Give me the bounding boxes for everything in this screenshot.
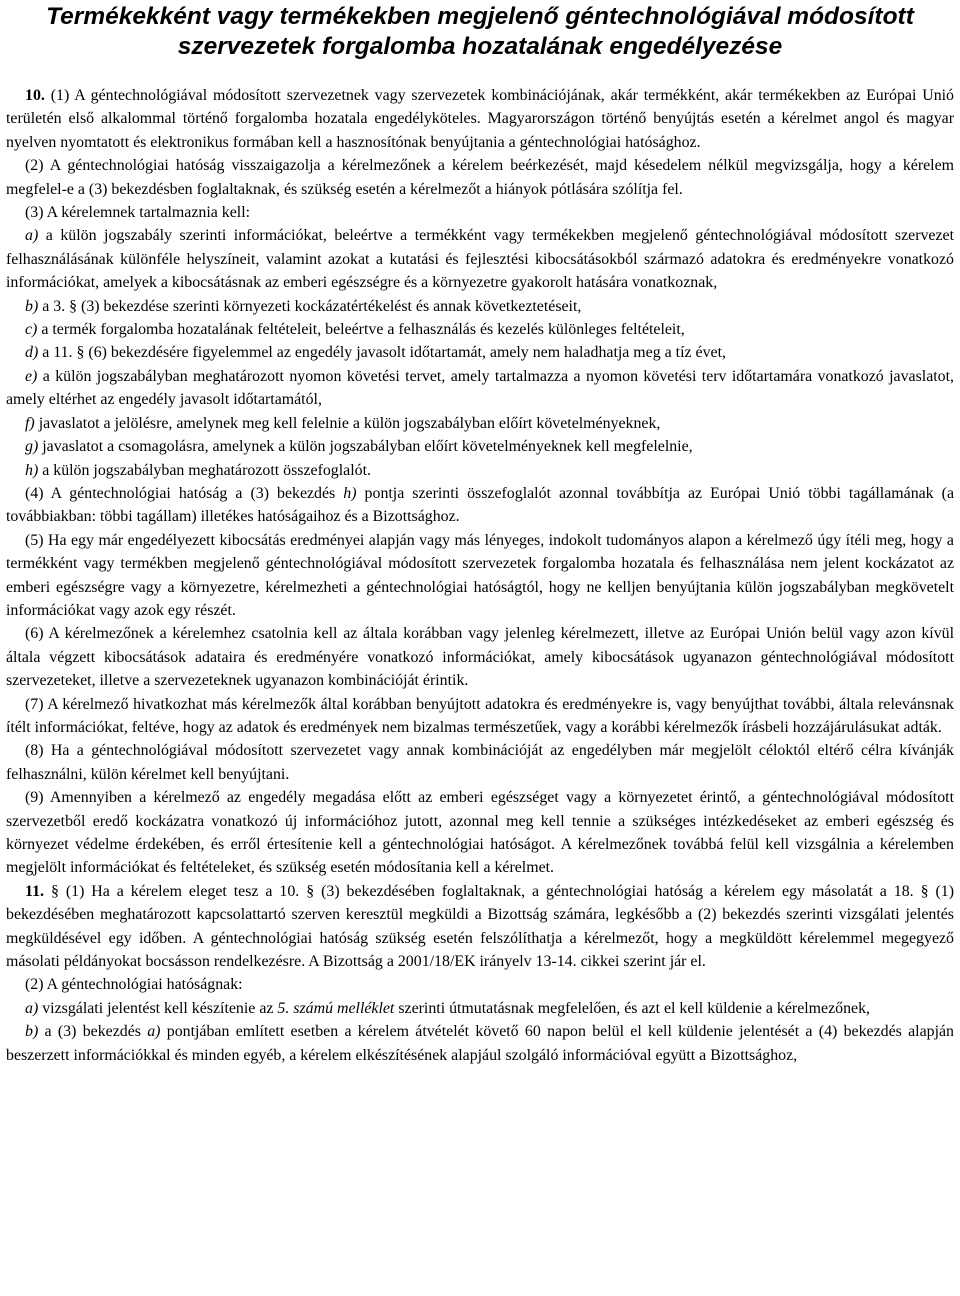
document-body <box>6 84 954 1067</box>
title-line-1: Termékekként vagy termékekben megjelenő géntechnológiával módosított <box>46 3 914 30</box>
list-item-h: h) a külön jogszabályban meghatározott összefoglalót. <box>25 461 371 479</box>
section-10-paragraph-7: (7) A kérelmező hivatkozhat más kérelmezők által korábban benyújtott adatokra és eredményekre is, vagy benyújthat további, általa relevánsnak ítélt információkat, feltéve, hogy az adatok és eredmények nem bizalmas természetűek, vagy a korábbi kérelmezők írásbeli hozzájárulásukat adták. <box>6 695 954 736</box>
section-number: 10. <box>25 87 45 104</box>
list-letter: a) <box>25 227 39 245</box>
list-letter: f) <box>25 414 35 432</box>
list-letter: a) <box>25 999 39 1017</box>
section-10-paragraph-4: (4) A géntechnológiai hatóság a (3) bekezdés h) pontja szerinti összefoglalót azonnal továbbítja az Európai Unió többi tagállamának (a továbbiakban: többi tagállam) illetékes hatóságaihoz és a Bizottsághoz. <box>6 484 955 526</box>
title-line-2: szervezetek forgalomba hozatalának engedélyezése <box>177 33 783 60</box>
list-letter: b) <box>25 1023 39 1041</box>
page-title <box>8 2 952 62</box>
section-10-paragraph-2: (2) A géntechnológiai hatóság visszaigazolja a kérelmezőnek a kérelem beérkezését, majd késedelem nélkül megvizsgálja, hogy a kérelem megfelel-e a (3) bekezdésben foglaltaknak, és szükség esetén a kérelmezőt a hiányok pótlására szólítja fel. <box>6 157 954 198</box>
list-letter: h) <box>25 461 39 479</box>
list-letter: b) <box>25 297 39 315</box>
section-10-paragraph-5: (5) Ha egy már engedélyezett kibocsátás eredményei alapján vagy más lényeges, indokolt tudományos alapon a kérelmező úgy ítéli meg, hogy a termékként vagy termékben megjelenő géntechnológiával módosított szervezetek forgalomba hozatala és felhasználása nem jelent kockázatot az emberi egészségre vagy a környezetre, kérelmezheti a géntechnológiai hatóságtól, hogy ne kelljen benyújtania külön jogszabályban megkövetelt információkat vagy azok egy részét. <box>6 531 954 619</box>
section-10-paragraph-3: (3) A kérelemnek tartalmaznia kell: <box>25 204 251 222</box>
list-item-e: e) a külön jogszabályban meghatározott nyomon követési tervet, amely tartalmazza a nyomon követési terv időtartamára vonatkozó javaslatot, amely eltérhet az engedély javasolt időtartamától, <box>6 367 954 409</box>
section-10-paragraph-8: (8) Ha a géntechnológiával módosított szervezetet vagy annak kombinációját az engedélyben már megjelölt céloktól eltérő célra kívánják felhasználni, külön kérelmet kell benyújtani. <box>6 742 954 783</box>
section-10-paragraph-1: 10. (1) A géntechnológiával módosított szervezetnek vagy szervezetek kombinációjának, akár termékként, akár termékekben az Európai Unió területén első alkalommal történő forgalomba hozatala engedélyköteles. Magyarországon történő benyújtás esetén a kérelmet angol és magyar nyelven nyomtatott és elektronikus formában kell a hasznosítónak benyújtania a géntechnológiai hatósághoz. <box>6 87 954 151</box>
section-11-item-a: a) vizsgálati jelentést kell készítenie az 5. számú melléklet szerinti útmutatásnak megfelelően, és azt el kell küldenie a kérelmezőnek, <box>25 999 870 1017</box>
section-10-paragraph-9: (9) Amennyiben a kérelmező az engedély megadása előtt az emberi egészséget vagy a környezetet érintő, a géntechnológiával módosított szervezetből eredő kockázatra vonatkozó új információhoz jutott, azonnal meg kell tennie a szükséges intézkedéseket az emberi egészség és környezet védelme érdekében, és erről értesítenie kell a géntechnológiai hatóságot. A kérelmezőnek továbbá felül kell vizsgálnia a kérelemben megjelölt információkat és feltételeket, és szükség esetén módosítania kell a kérelmet. <box>6 789 954 877</box>
list-item-b: b) a 3. § (3) bekezdése szerinti környezeti kockázatértékelést és annak következtetéseit, <box>25 297 582 315</box>
list-item-a: a) a külön jogszabály szerinti információkat, beleértve a termékként vagy termékekben megjelenő géntechnológiával módosított szervezet felhasználásának különféle helyszíneit, valamint azokat a kutatási és fejlesztési kibocsátásokból származó adatokra és eredményekre vonatkozó információkat, amelyek a kibocsátásnak az emberi egészségre és a környezetre gyakorolt hatására vonatkoznak, <box>6 227 954 292</box>
list-letter: c) <box>25 321 38 339</box>
list-letter: g) <box>25 438 39 456</box>
list-item-c: c) a termék forgalomba hozatalának feltételeit, beleértve a felhasználás és kezelés különleges feltételeit, <box>25 321 685 339</box>
list-letter: d) <box>25 344 39 362</box>
section-number: 11. <box>25 882 44 900</box>
list-letter: e) <box>25 367 38 385</box>
list-item-d: d) a 11. § (6) bekezdésére figyelemmel az engedély javasolt időtartamát, amely nem haladhatja meg a tíz évet, <box>25 344 726 362</box>
list-item-f: f) javaslatot a jelölésre, amelynek meg kell felelnie a külön jogszabályban előírt követelményeknek, <box>25 414 661 432</box>
section-11-paragraph-1: 11. § (1) Ha a kérelem eleget tesz a 10. § (3) bekezdésében foglaltaknak, a géntechnológiai hatóság a kérelem egy másolatát a 18. § (1) bekezdésében meghatározott kapcsolattartó szerven keresztül megküldi a Bizottság számára, legkésőbb a (2) bekezdés szerinti vizsgálati jelentés megküldésével egy időben. A géntechnológiai hatóság szükség esetén felszólíthatja a kérelmezőt, hogy a megküldött kérelemmel megegyező másolati példányokat bocsásson rendelkezésre. A Bizottság a 2001/18/EK irányelv 13-14. cikkei szerint jár el. <box>6 882 954 971</box>
section-11-paragraph-2: (2) A géntechnológiai hatóságnak: <box>25 976 243 994</box>
section-11-item-b: b) a (3) bekezdés a) pontjában említett esetben a kérelem átvételét követő 60 napon belül el kell küldenie jelentését a (4) bekezdés alapján beszerzett információkkal és minden egyéb, a kérelem elkészítésének alapjául szolgáló információval együtt a Bizottsághoz, <box>6 1023 954 1064</box>
list-item-g: g) javaslatot a csomagolásra, amelynek a külön jogszabályban előírt követelményeknek kell megfelelnie, <box>25 438 693 456</box>
section-10-paragraph-6: (6) A kérelmezőnek a kérelemhez csatolnia kell az általa korábban vagy jelenleg kérelmezett, illetve az Európai Unión belül vagy azon kívül általa végzett kibocsátások adataira és eredményére vonatkozó információkat, amely kibocsátások ugyanazon géntechnológiával módosított szervezeteket, illetve a szervezeteknek ugyanazon kombinációját érintik. <box>6 625 954 690</box>
